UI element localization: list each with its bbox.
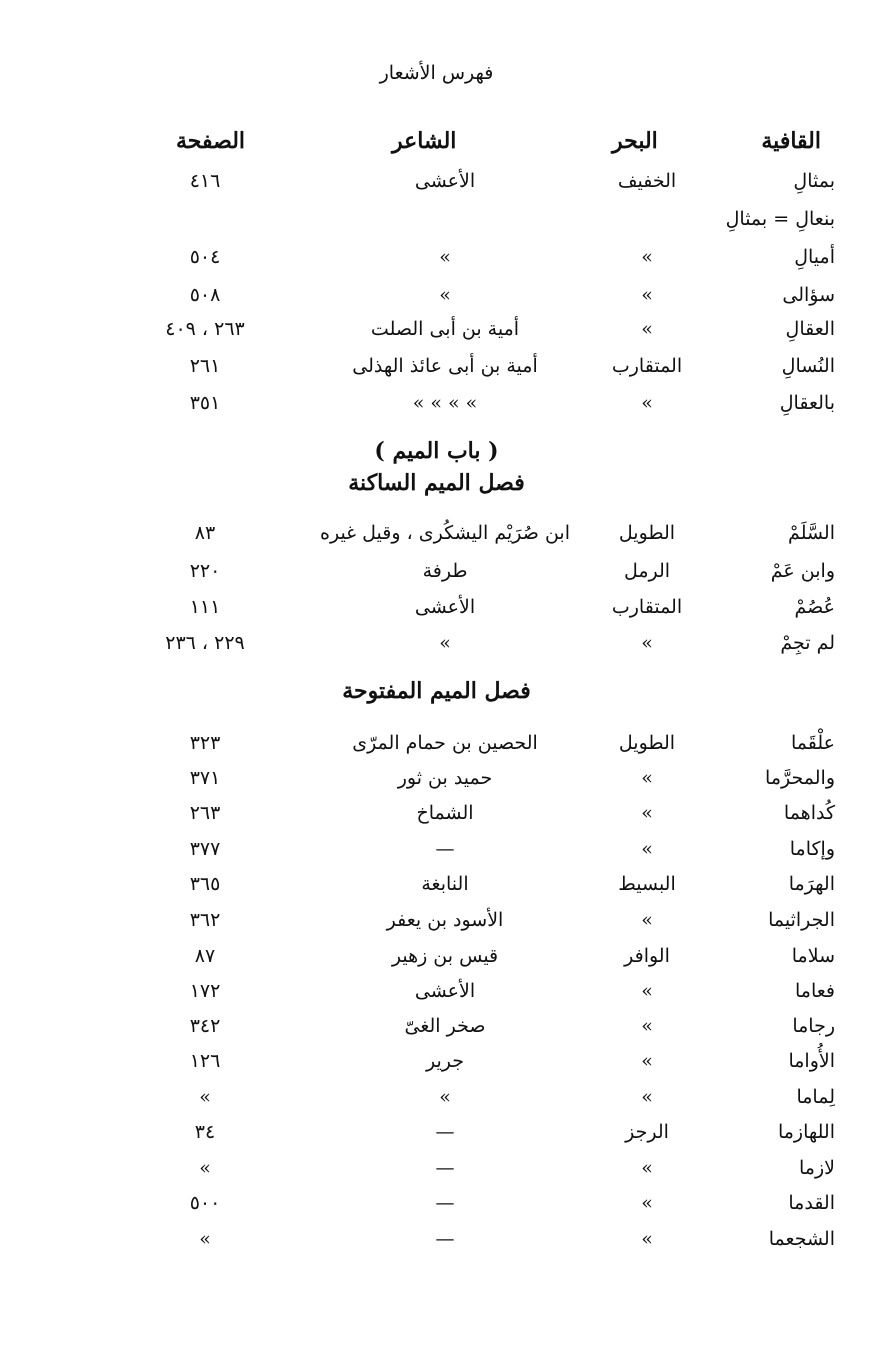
page-cell: ٢٢٩ ، ٢٣٦ (165, 632, 245, 654)
rhyme-cell: فعاما (794, 980, 835, 1002)
poet-cell: — (435, 1157, 455, 1179)
rhyme-cell: الهرَما (788, 873, 835, 895)
table-row (0, 560, 873, 594)
meter-cell: الرجز (625, 1121, 669, 1143)
rhyme-cell: لم تجِمْ (780, 632, 835, 654)
table-row (0, 355, 873, 389)
page-cell: ٣٦٢ (189, 909, 221, 931)
table-row (0, 170, 873, 204)
page-cell: ٣٤ (194, 1121, 216, 1143)
table-row (0, 596, 873, 630)
poet-cell: — (435, 1192, 455, 1214)
meter-cell: » (641, 392, 653, 414)
rhyme-cell: القدما (788, 1192, 835, 1214)
table-row (0, 767, 873, 801)
table-row (0, 392, 873, 426)
meter-cell: الرمل (623, 560, 671, 582)
rhyme-cell: سؤالى (782, 284, 835, 306)
page-cell: » (199, 1157, 211, 1179)
table-row (0, 284, 873, 318)
page-cell: ٢٢٠ (189, 560, 221, 582)
poet-cell: الأعشى (414, 596, 476, 618)
page-cell: ٢٦٣ (189, 802, 221, 824)
meter-cell: » (641, 246, 653, 268)
poet-cell: الشماخ (416, 802, 474, 824)
page-cell: » (199, 1228, 211, 1250)
rhyme-cell: السَّلَمْ (788, 522, 835, 544)
table-row (0, 522, 873, 556)
table-row (0, 1228, 873, 1262)
table-row (0, 1192, 873, 1226)
page-cell: ٥٠٨ (189, 284, 221, 306)
header-page: الصفحة (176, 128, 246, 154)
table-row (0, 1121, 873, 1155)
rhyme-cell: بالعقالِ (779, 392, 835, 414)
rhyme-cell: اللهازما (777, 1121, 835, 1143)
meter-cell: » (641, 980, 653, 1002)
chapter-heading: ( باب الميم ) (374, 438, 499, 464)
poet-cell: » (439, 632, 451, 654)
meter-cell: » (641, 318, 653, 340)
rhyme-cell: بمثالِ (793, 170, 835, 192)
page-cell: ٨٧ (194, 945, 216, 967)
page-title: فهرس الأشعار (379, 62, 494, 84)
page-cell: ٣٥١ (189, 392, 221, 414)
poet-cell: جرير (426, 1050, 464, 1072)
table-row (0, 980, 873, 1014)
meter-cell: المتقارب (611, 596, 683, 618)
poet-cell: الأسود بن يعفر (386, 909, 504, 931)
poet-cell: الأعشى (414, 170, 476, 192)
page-cell: ٨٣ (194, 522, 216, 544)
meter-cell: » (641, 838, 653, 860)
meter-cell: » (641, 1086, 653, 1108)
meter-cell: » (641, 1050, 653, 1072)
table-row (0, 945, 873, 979)
page-cell: ١٧٢ (189, 980, 221, 1002)
table-row (0, 802, 873, 836)
table-row (0, 838, 873, 872)
table-row (0, 1157, 873, 1191)
rhyme-cell: والمحرَّما (765, 767, 835, 789)
header-meter: البحر (612, 128, 658, 154)
meter-cell: » (641, 284, 653, 306)
poet-cell: الأعشى (414, 980, 476, 1002)
page-cell: ٣٢٣ (189, 732, 221, 754)
page-cell: ١٢٦ (189, 1050, 221, 1072)
poet-cell: » (439, 1086, 451, 1108)
rhyme-cell: بنعالِ = بمثالِ (725, 208, 835, 230)
page-cell: ٤١٦ (189, 170, 221, 192)
meter-cell: الطويل (618, 732, 676, 754)
rhyme-cell: أميالِ (794, 246, 835, 268)
table-row (0, 632, 873, 666)
rhyme-cell: وابن عَمْ (770, 560, 835, 582)
meter-cell: » (641, 1192, 653, 1214)
table-row (0, 1086, 873, 1120)
poet-cell: — (435, 1121, 455, 1143)
rhyme-cell: سلاما (791, 945, 835, 967)
rhyme-cell: النُسالِ (781, 355, 835, 377)
meter-cell: » (641, 909, 653, 931)
meter-cell: الخفيف (617, 170, 677, 192)
rhyme-cell: الشجعما (768, 1228, 835, 1250)
poet-cell: أمية بن أبى عائذ الهذلى (352, 355, 538, 377)
poet-cell: » (439, 246, 451, 268)
table-row (0, 246, 873, 280)
poet-cell: حميد بن ثور (397, 767, 493, 789)
rhyme-cell: وإكاما (789, 838, 835, 860)
meter-cell: » (641, 802, 653, 824)
meter-cell: الطويل (618, 522, 676, 544)
table-row (0, 732, 873, 766)
poet-cell: أمية بن أبى الصلت (370, 318, 520, 340)
page-cell: ١١١ (189, 596, 221, 618)
table-row (0, 208, 873, 242)
section-heading: فصل الميم المفتوحة (342, 678, 531, 704)
meter-cell: البسيط (618, 873, 676, 895)
meter-cell: » (641, 1015, 653, 1037)
poet-cell: ابن صُرَيْم اليشكُرى ، وقيل غيره (320, 522, 570, 544)
meter-cell: » (641, 1228, 653, 1250)
page-cell: ٥٠٤ (189, 246, 221, 268)
rhyme-cell: عُصُمْ (794, 596, 835, 618)
page-cell: ٣٧١ (189, 767, 221, 789)
rhyme-cell: الأُواما (788, 1050, 835, 1072)
poet-cell: طرفة (422, 560, 468, 582)
meter-cell: المتقارب (611, 355, 683, 377)
poet-cell: الحصين بن حمام المرّى (352, 732, 538, 754)
page-cell: ٥٠٠ (189, 1192, 221, 1214)
page-cell: » (199, 1086, 211, 1108)
table-row (0, 1050, 873, 1084)
section-heading: فصل الميم الساكنة (348, 470, 525, 496)
table-row (0, 318, 873, 352)
table-row (0, 1015, 873, 1049)
header-poet: الشاعر (392, 128, 457, 154)
meter-cell: » (641, 1157, 653, 1179)
rhyme-cell: الجراثيما (768, 909, 835, 931)
meter-cell: الوافر (624, 945, 670, 967)
poet-cell: — (435, 838, 455, 860)
rhyme-cell: العقالِ (785, 318, 835, 340)
rhyme-cell: علْقَما (790, 732, 835, 754)
header-rhyme: القافية (761, 128, 821, 154)
rhyme-cell: لازما (799, 1157, 835, 1179)
meter-cell: » (641, 767, 653, 789)
table-row (0, 909, 873, 943)
poet-cell: — (435, 1228, 455, 1250)
page-cell: ٣٤٢ (189, 1015, 221, 1037)
poet-cell: صخر الغىّ (404, 1015, 486, 1037)
poet-cell: » (439, 284, 451, 306)
poet-cell: قيس بن زهير (391, 945, 499, 967)
rhyme-cell: رجاما (792, 1015, 835, 1037)
rhyme-cell: لِماما (796, 1086, 835, 1108)
table-row (0, 873, 873, 907)
meter-cell: » (641, 632, 653, 654)
poet-cell: » » » » (412, 392, 478, 414)
page-cell: ٣٧٧ (189, 838, 221, 860)
page-cell: ٣٦٥ (189, 873, 221, 895)
page-cell: ٢٦٣ ، ٤٠٩ (165, 318, 245, 340)
rhyme-cell: كُداهما (783, 802, 835, 824)
poet-cell: النابغة (421, 873, 469, 895)
page-cell: ٢٦١ (189, 355, 221, 377)
